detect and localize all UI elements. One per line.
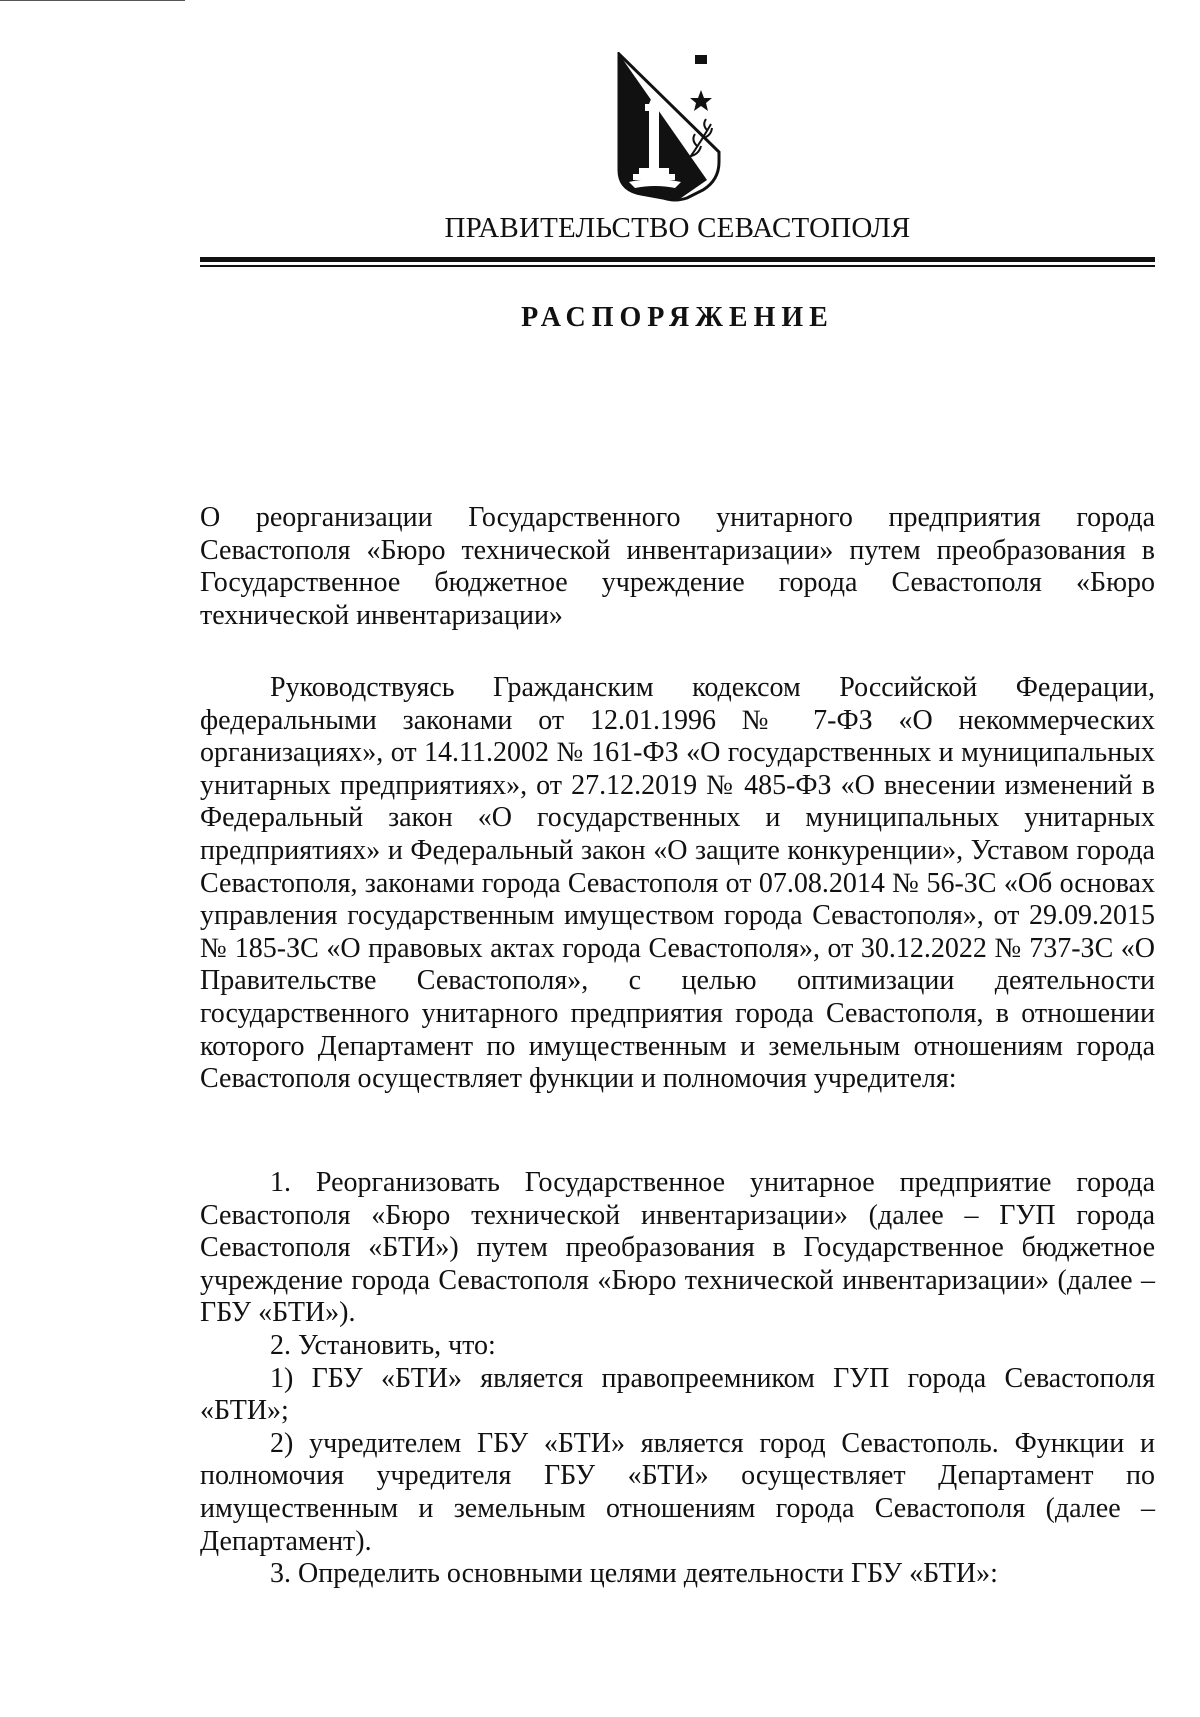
document-items bbox=[200, 1167, 1155, 1591]
subject-text: О реорганизации Государственного унитарного предприятия города Севастополя «Бюро технической инвентаризации» путем преобразования в Государственное бюджетное учреждение города Севастополя «Бюро технической инвентаризации» bbox=[200, 502, 1155, 631]
preamble-text: Руководствуясь Гражданским кодексом Российской Федерации, федеральными законами от 12.01.1996 № 7-ФЗ «О некоммерческих организациях», от 14.11.2002 № 161-ФЗ «О государственных и муниципальных унитарных предприятиях», от 27.12.2019 № 485-ФЗ «О внесении изменений в Федеральный закон «О государственных и муниципальных унитарных предприятиях» и Федеральный закон «О защите конкуренции», Уставом города Севастополя, законами города Севастополя от 07.08.2014 № 56-ЗС «Об основах управления государственным имуществом города Севастополя», от 29.09.2015 № 185-ЗС «О правовых актах города Севастополя», от 30.12.2022 № 737-ЗС «О Правительстве Севастополя», с целью оптимизации деятельности государственного унитарного предприятия города Севастополя, в отношении которого Департамент по имущественным и земельным отношениям города Севастополя осуществляет функции и полномочия учредителя: bbox=[200, 672, 1155, 1095]
organization-title bbox=[200, 212, 1155, 245]
list-item: 1. Реорганизовать Государственное унитарное предприятие города Севастополя «Бюро технической инвентаризации» (далее – ГУП города Севастополя «БТИ») путем преобразования в Государственное бюджетное учреждение города Севастополя «Бюро технической инвентаризации» (далее – ГБУ «БТИ»). bbox=[200, 1167, 1155, 1329]
document-type-heading: РАСПОРЯЖЕНИЕ bbox=[521, 302, 834, 333]
document-subject bbox=[200, 502, 1155, 632]
list-item: 2. Установить, что: bbox=[270, 1329, 496, 1361]
organization-name: ПРАВИТЕЛЬСТВО СЕВАСТОПОЛЯ bbox=[444, 212, 911, 244]
list-item: 1) ГБУ «БТИ» является правопреемником ГУП города Севастополя «БТИ»; bbox=[200, 1362, 1155, 1427]
list-item: 3. Определить основными целями деятельности ГБУ «БТИ»: bbox=[270, 1558, 998, 1590]
coat-of-arms-icon bbox=[615, 52, 735, 207]
header-rule-thin bbox=[200, 265, 1155, 267]
list-item: 2) учредителем ГБУ «БТИ» является город Севастополь. Функции и полномочия учредителя ГБУ «БТИ» осуществляет Департамент по имущественным и земельным отношениям города Севастополя (далее – Департамент). bbox=[200, 1427, 1155, 1557]
scan-edge-line bbox=[0, 0, 185, 1]
document-preamble bbox=[200, 672, 1155, 1096]
header-rule-thick bbox=[200, 257, 1155, 262]
